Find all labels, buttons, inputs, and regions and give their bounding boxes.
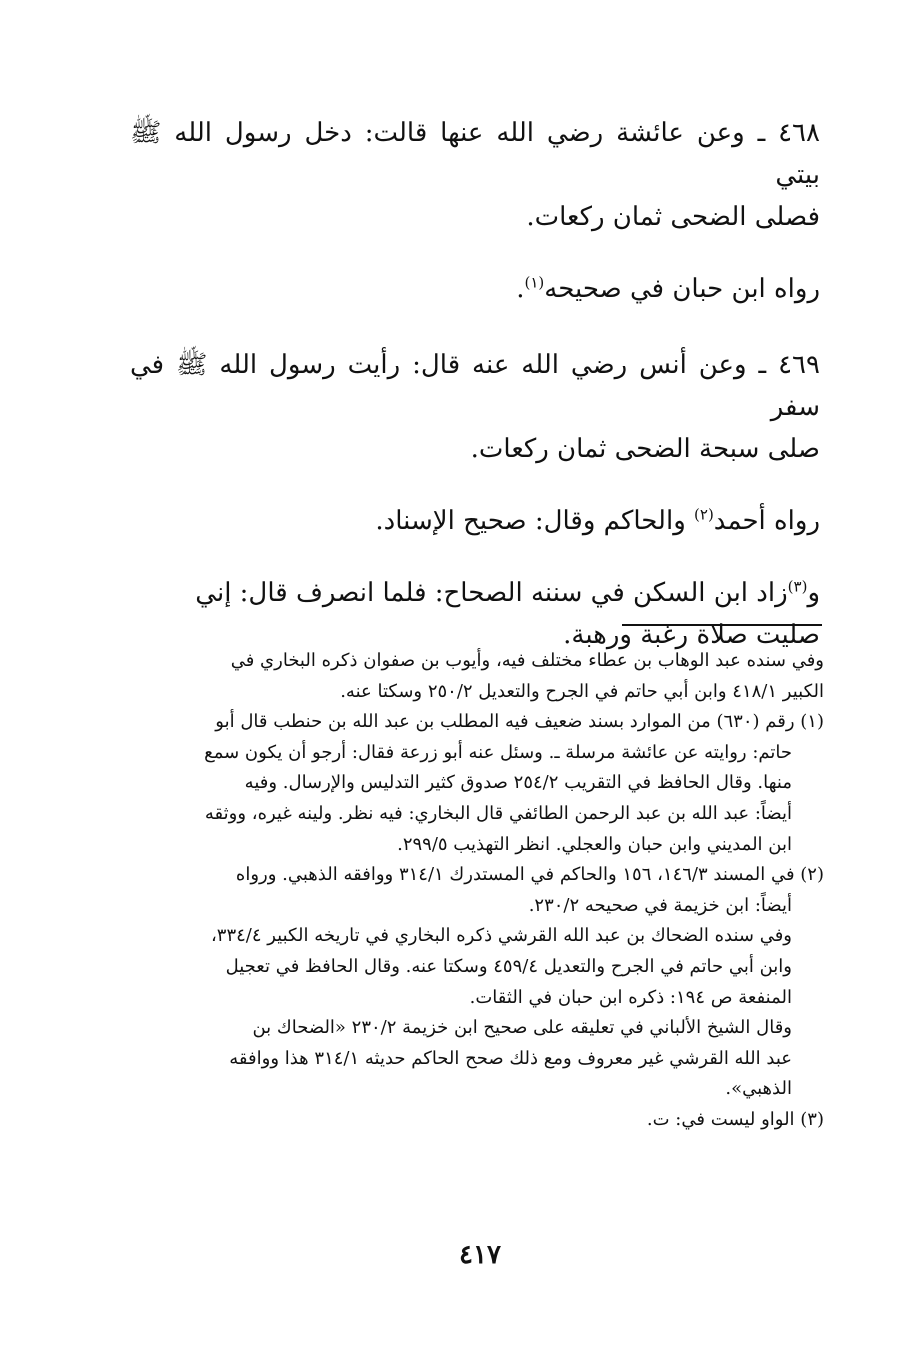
hadith-469-source-b: والحاكم وقال: صحيح الإسناد. — [375, 506, 695, 536]
footnote-continuation-line-1: وفي سنده عبد الوهاب بن عطاء مختلف فيه، وأيوب بن صفوان ذكره البخاري في — [230, 650, 824, 671]
main-text — [130, 112, 820, 656]
addition-text: زاد ابن السكن في سننه الصحاح: فلما انصرف قال: إني — [195, 578, 788, 608]
hadith-468-line-1: ٤٦٨ ـ وعن عائشة رضي الله عنها قالت: دخل رسول الله ﷺ بيتي — [130, 118, 820, 190]
hadith-469-line-2: صلى سبحة الضحى ثمان ركعات. — [470, 434, 820, 464]
hadith-468-source-end: . — [516, 274, 525, 304]
footnotes — [132, 646, 824, 1136]
footnote-2-line-3: وفي سنده الضحاك بن عبد الله القرشي ذكره البخاري في تاريخه الكبير ٣٣٤/٤، — [210, 925, 792, 947]
footnote-continuation-line-2: الكبير ٤١٨/١ وابن أبي حاتم في الجرح والتعديل ٢٥٠/٢ وسكتا عنه. — [340, 680, 824, 702]
footnote-1-line-1: (١) رقم (٦٣٠) من الموارد بسند ضعيف فيه المطلب بن عبد الله بن حنطب قال أبو — [215, 711, 824, 733]
hadith-468-line-2: فصلى الضحى ثمان ركعات. — [526, 202, 820, 232]
footnote-1-line-3: منها. وقال الحافظ في التقريب ٢٥٤/٢ صدوق كثير التدليس والإرسال. وفيه — [244, 772, 792, 794]
footnote-1-line-2: حاتم: روايته عن عائشة مرسلة ـ. وسئل عنه أبو زرعة فقال: أرجو أن يكون سمع — [204, 741, 792, 763]
footnote-ref-2: (٢) — [694, 505, 714, 524]
footnote-ref-1: (١) — [524, 273, 545, 292]
footnote-2-line-8: الذهبي». — [725, 1078, 792, 1100]
footnote-ref-3: (٣) — [787, 577, 808, 596]
footnote-2-line-6: وقال الشيخ الألباني في تعليقه على صحيح ابن خزيمة ٢٣٠/٢ «الضحاك بن — [252, 1017, 792, 1039]
hadith-468-source-text: رواه ابن حبان في صحيحه — [544, 274, 820, 304]
page-number: ٤١٧ — [459, 1240, 501, 1270]
footnote-2-line-7: عبد الله القرشي غير معروف ومع ذلك صحح الحاكم حديثه ٣١٤/١ هذا ووافقه — [229, 1047, 792, 1069]
footnote-2-line-4: وابن أبي حاتم في الجرح والتعديل ٤٥٩/٤ وسكتا عنه. وقال الحافظ في تعجيل — [225, 955, 792, 977]
addition-prefix: و — [807, 578, 820, 608]
footnote-divider — [622, 624, 822, 626]
hadith-469-line-1: ٤٦٩ ـ وعن أنس رضي الله عنه قال: رأيت رسول الله ﷺ في سفر — [130, 350, 820, 422]
footnote-2-line-2: أيضاً: ابن خزيمة في صحيحه ٢٣٠/٢. — [528, 894, 792, 916]
hadith-468-source — [130, 268, 820, 310]
addition-line-1 — [130, 572, 820, 614]
footnote-2-line-1: (٢) في المسند ١٤٦/٣، ١٥٦ والحاكم في المستدرك ٣١٤/١ ووافقه الذهبي. ورواه — [235, 864, 824, 886]
footnote-1-line-4: أيضاً: عبد الله بن عبد الرحمن الطائفي قال البخاري: فيه نظر. ولينه غيره، ووثقه — [204, 802, 792, 824]
footnote-3-line-1: (٣) الواو ليست في: ت. — [646, 1108, 824, 1130]
footnote-1-line-5: ابن المديني وابن حبان والعجلي. انظر التهذيب ٢٩٩/٥. — [397, 833, 792, 855]
footnote-2-line-5: المنفعة ص ١٩٤: ذكره ابن حبان في الثقات. — [469, 986, 792, 1008]
addition-line-2: صليت صلاة رغبة ورهبة. — [563, 620, 820, 650]
hadith-469-source-a: رواه أحمد — [713, 506, 820, 536]
hadith-469-source — [130, 500, 820, 542]
